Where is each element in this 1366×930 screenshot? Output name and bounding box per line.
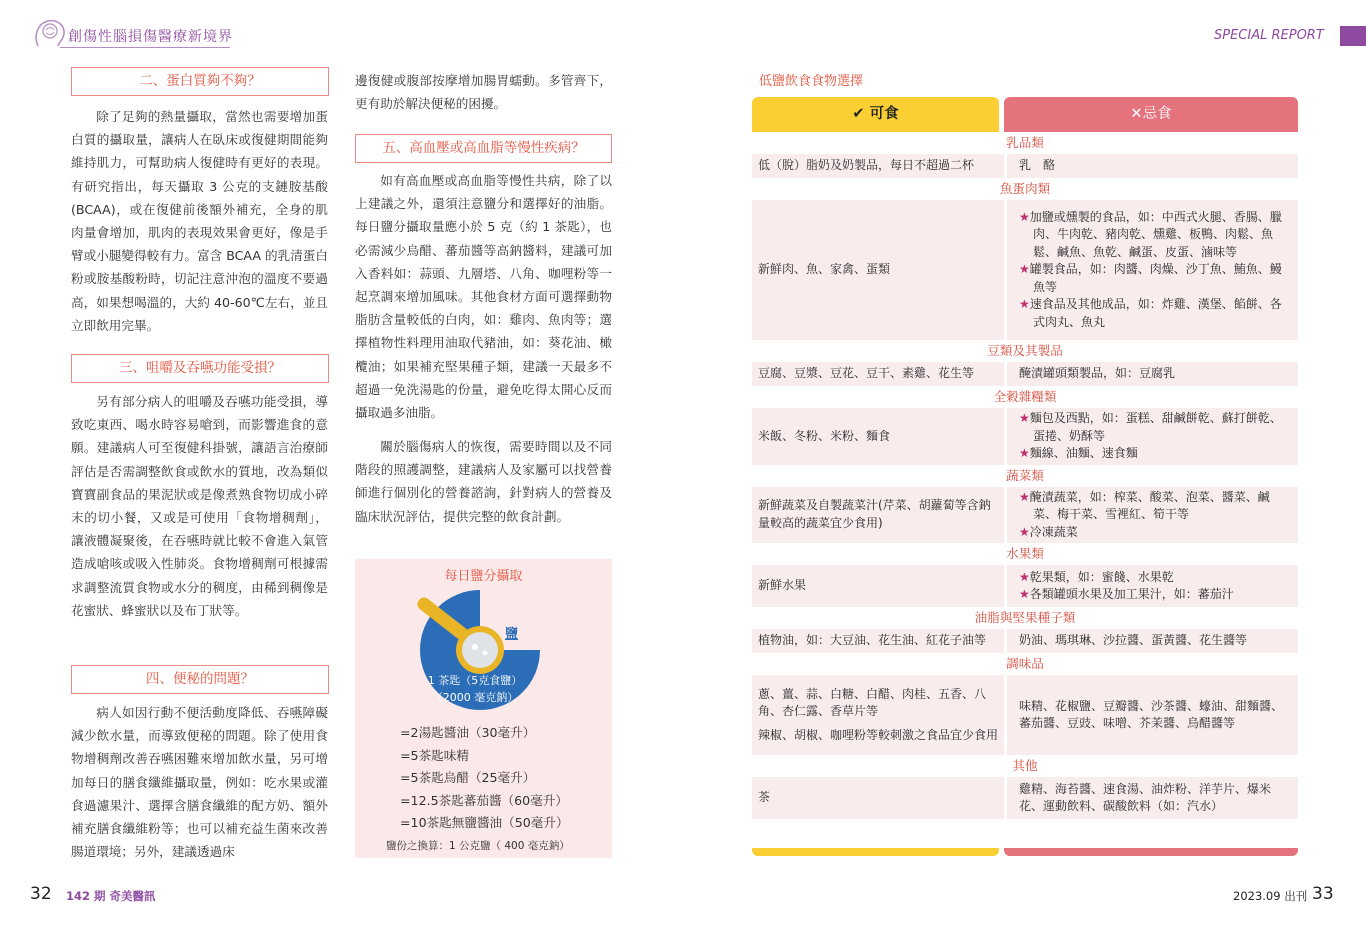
table-row bbox=[752, 362, 1298, 386]
salt-label: 鹽 bbox=[505, 627, 519, 642]
header-accent-block bbox=[1340, 26, 1366, 46]
column-header-allowed: ✔ 可食 bbox=[752, 97, 999, 132]
avoid-item: ★加鹽或燻製的食品，如：中西式火腿、香腸、臘肉、牛肉乾、豬肉乾、燻雞、板鴨、肉鬆、魚鬆、鹹魚、魚乾、鹹蛋、皮蛋、滷味等 bbox=[1019, 209, 1282, 259]
star-icon: ★ bbox=[1019, 587, 1030, 601]
salt-intake-title: 每日鹽分攝取 bbox=[444, 569, 523, 584]
cross-icon: ✕ bbox=[1130, 106, 1143, 122]
avoid-cell bbox=[1004, 154, 1298, 178]
section-heading-protein: 二、蛋白質夠不夠？ bbox=[71, 67, 329, 96]
issue-label: 142 期 奇美醫訊 bbox=[66, 889, 156, 903]
avoid-cell bbox=[1004, 777, 1298, 819]
avoid-item: ★麵線、油麵、速食麵 bbox=[1019, 446, 1138, 460]
section-heading-constipation: 四、便秘的問題？ bbox=[71, 665, 329, 694]
section-heading-swallowing: 三、咀嚼及吞嚥功能受損？ bbox=[71, 354, 329, 383]
paragraph-constipation: 病人如因行動不便活動度降低、吞嚥障礙減少飲水量，而導致便秘的問題。除了使用食物增稠劑改善吞嚥困難來增加飲水量，另可增加每日的膳食纖維攝取量，例如：吃水果或灌食過濾果汁、選擇含膳食纖維的配方奶、額外補充膳食纖維粉等；也可以補充益生菌來改善腸道環境；另外，建議透過床 bbox=[71, 705, 328, 860]
table-category: 水果類 bbox=[752, 543, 1298, 565]
star-icon: ★ bbox=[1019, 524, 1030, 539]
issue-date: 2023.09 出刊 bbox=[1233, 889, 1308, 903]
salt-equivalent-item: =5茶匙烏醋（25毫升） bbox=[400, 770, 536, 786]
allowed-cell bbox=[752, 777, 1004, 819]
allowed-cell bbox=[752, 565, 1004, 607]
avoid-cell bbox=[1004, 629, 1298, 653]
spoon-caption: 1 茶匙（5克食鹽） （2000 毫克鈉） bbox=[427, 674, 523, 704]
allowed-item: 新鮮蔬菜及自製蔬菜汁(芹菜、胡蘿蔔等含鈉量較高的蔬菜宜少食用) bbox=[758, 498, 991, 530]
avoid-item: ★麵包及西點，如：蛋糕、甜鹹餅乾、蘇打餅乾、蛋捲、奶酥等 bbox=[1019, 411, 1282, 443]
star-icon: ★ bbox=[1019, 209, 1030, 224]
star-icon: ★ bbox=[1019, 569, 1030, 584]
allowed-cell bbox=[752, 154, 1004, 178]
avoid-item: 奶油、瑪琪琳、沙拉醬、蛋黃醬、花生醬等 bbox=[1019, 633, 1248, 648]
table-row bbox=[752, 200, 1298, 340]
allowed-item: 植物油，如：大豆油、花生油、紅花子油等 bbox=[758, 633, 987, 648]
avoid-cell bbox=[1004, 487, 1298, 544]
salt-equivalents-list bbox=[400, 722, 569, 835]
salt-equivalent-item: =5茶匙味精 bbox=[400, 747, 469, 763]
allowed-item: 辣椒、胡椒、咖哩粉等較刺激之食品宜少食用 bbox=[758, 727, 999, 742]
special-report-label: SPECIAL REPORT bbox=[1214, 28, 1324, 43]
table-row bbox=[752, 487, 1298, 544]
star-icon: ★ bbox=[1019, 411, 1030, 425]
allowed-cell bbox=[752, 200, 1004, 340]
table-category: 調味品 bbox=[752, 653, 1298, 675]
column-header-avoid: ✕忌食 bbox=[1004, 97, 1298, 132]
table-row bbox=[752, 777, 1298, 819]
table-row bbox=[752, 408, 1298, 465]
table-caption: 低鹽飲食食物選擇 bbox=[759, 74, 864, 89]
paragraph-chronic: 如有高血壓或高血脂等慢性共病，除了以上建議之外，還須注意鹽分和選擇好的油脂。每日鹽分攝取量應小於 5 克（約 1 茶匙），也必需減少烏醋、蕃茄醬等高鈉醬料，建議可加入香料如：蒜頭、九層塔、八角、咖哩粉等一起烹調來增加風味。其他食材方面可選擇動物脂肪含量較低的白肉，如：雞肉、魚肉等；選擇植物性料理用油取代豬油，如：葵花油、橄欖油；如果補充堅果種子類，建議一天最多不超過一免洗湯匙的份量，避免吃得太開心反而攝取過多油脂。 bbox=[355, 173, 612, 421]
salt-equivalent-item: =10茶匙無鹽醬油（50毫升） bbox=[400, 815, 569, 831]
table-row bbox=[752, 675, 1298, 755]
avoid-item: ★罐製食品，如：肉醬、肉燥、沙丁魚、鮪魚、鰻魚等 bbox=[1019, 262, 1282, 294]
salt-equivalent-item: =12.5茶匙蕃茄醬（60毫升） bbox=[400, 792, 568, 808]
avoid-item: ★醃漬蔬菜，如：榨菜、酸菜、泡菜、醬菜、鹹菜、梅干菜、雪裡紅、筍干等 bbox=[1019, 489, 1270, 521]
paragraph-swallowing: 另有部分病人的咀嚼及吞嚥功能受損，導致吃東西、喝水時容易嗆到，而影響進食的意願。建議病人可至復健科掛號，讓語言治療師評估是否需調整飲食或飲水的質地，改為類似寶寶副食品的果泥狀或是像煮熟食物切成小碎末的切小餐，又或是可使用「食物增稠劑」，讓液體凝聚後，在吞嚥時就比較不會進入氣管造成嗆咳或吸入性肺炎。食物增稠劑可根據需求調整流質食物或水分的稠度，由稀到稠像是花蜜狀、蜂蜜狀以及布丁狀等。 bbox=[71, 394, 328, 618]
allowed-item: 新鮮肉、魚、家禽、蛋類 bbox=[758, 262, 891, 277]
running-header-title: 創傷性腦損傷醫療新境界 bbox=[68, 29, 233, 45]
page-number-right: 33 bbox=[1312, 884, 1334, 904]
allowed-cell bbox=[752, 675, 1004, 755]
table-category: 全穀雜糧類 bbox=[752, 386, 1298, 408]
table-category: 魚蛋肉類 bbox=[752, 178, 1298, 200]
avoid-item: 雞精、海苔醬、速食湯、油炸粉、洋芋片、爆米花、運動飲料、碳酸飲料（如：汽水） bbox=[1019, 781, 1272, 813]
table-row bbox=[752, 154, 1298, 178]
paragraph-protein: 除了足夠的熱量攝取，當然也需要增加蛋白質的攝取量，讓病人在臥床或復健期間能夠維持肌力，可幫助病人復健時有更好的表現。有研究指出，每天攝取 3 公克的支鏈胺基酸 (BCAA)，或在復健前後額外補充，全身的肌肉量會增加，肌肉的表現效果會更好，像是手臂或小腿變得較有力。富含 BCAA 的乳清蛋白粉或胺基酸粉時，切記注意沖泡的溫度不要過高，如果想喝溫的，大約 40-60℃左右，並且立即飲用完畢。 bbox=[71, 109, 328, 333]
table-category: 油脂與堅果種子類 bbox=[752, 607, 1298, 629]
avoid-item: 醃漬罐頭類製品，如：豆腐乳 bbox=[1019, 366, 1176, 381]
table-category: 乳品類 bbox=[752, 132, 1298, 154]
allowed-item: 豆腐、豆漿、豆花、豆干、素雞、花生等 bbox=[758, 366, 975, 381]
table-row bbox=[752, 565, 1298, 607]
header-rule bbox=[60, 47, 230, 48]
avoid-cell bbox=[1004, 408, 1298, 465]
star-icon: ★ bbox=[1019, 446, 1030, 460]
section-heading-chronic: 五、高血壓或高血脂等慢性疾病？ bbox=[355, 134, 612, 163]
star-icon: ★ bbox=[1019, 489, 1030, 504]
allowed-item: 米飯、冬粉、米粉、麵食 bbox=[758, 428, 891, 443]
check-icon: ✔ bbox=[852, 106, 865, 122]
table-category: 其他 bbox=[752, 755, 1298, 777]
avoid-item: ★各類罐頭水果及加工果汁，如：蕃茄汁 bbox=[1019, 587, 1234, 601]
avoid-item: ★乾果類，如：蜜餞、水果乾 bbox=[1019, 569, 1174, 584]
allowed-item: 低（脫）脂奶及奶製品，每日不超過二杯 bbox=[758, 158, 975, 173]
avoid-item: 乳 酪 bbox=[1019, 158, 1056, 173]
star-icon: ★ bbox=[1019, 297, 1030, 312]
avoid-cell bbox=[1004, 200, 1298, 340]
avoid-item: ★速食品及其他成品，如：炸雞、漢堡、餡餅、各式肉丸、魚丸 bbox=[1019, 297, 1282, 329]
allowed-item: 新鮮水果 bbox=[758, 578, 807, 593]
allowed-cell bbox=[752, 487, 1004, 544]
page-number-left: 32 bbox=[30, 884, 52, 904]
table-category: 蔬菜類 bbox=[752, 465, 1298, 487]
allowed-cell bbox=[752, 629, 1004, 653]
table-row bbox=[752, 629, 1298, 653]
salt-footnote: 鹽份之換算：1 公克鹽（ 400 毫克鈉） bbox=[386, 840, 570, 852]
paragraph-constipation-cont: 邊復健或腹部按摩增加腸胃蠕動。多管齊下，更有助於解決便秘的困擾。 bbox=[355, 73, 612, 112]
allowed-item: 蔥、薑、蒜、白糖、白醋、肉桂、五香、八角、杏仁露、香草片等 bbox=[758, 686, 987, 719]
table-category: 豆類及其製品 bbox=[752, 340, 1298, 362]
avoid-item: ★冷凍蔬菜 bbox=[1019, 524, 1078, 539]
salt-equivalent-item: =2湯匙醬油（30毫升） bbox=[400, 725, 536, 740]
avoid-cell bbox=[1004, 675, 1298, 755]
low-salt-food-table bbox=[752, 132, 1298, 819]
avoid-cell bbox=[1004, 565, 1298, 607]
paragraph-recovery: 關於腦傷病人的恢復，需要時間以及不同階段的照護調整，建議病人及家屬可以找營養師進行個別化的營養諮詢，針對病人的營養及臨床狀況評估，提供完整的飲食計劃。 bbox=[355, 439, 612, 524]
table-bottom-bar bbox=[752, 848, 1298, 856]
avoid-cell bbox=[1004, 362, 1298, 386]
avoid-item: 味精、花椒鹽、豆瓣醬、沙茶醬、蠔油、甜麵醬、蕃茄醬、豆豉、味噌、芥茉醬、烏醋醬等 bbox=[1019, 698, 1284, 730]
star-icon: ★ bbox=[1019, 262, 1030, 277]
allowed-cell bbox=[752, 362, 1004, 386]
allowed-cell bbox=[752, 408, 1004, 465]
allowed-item: 茶 bbox=[758, 790, 771, 805]
